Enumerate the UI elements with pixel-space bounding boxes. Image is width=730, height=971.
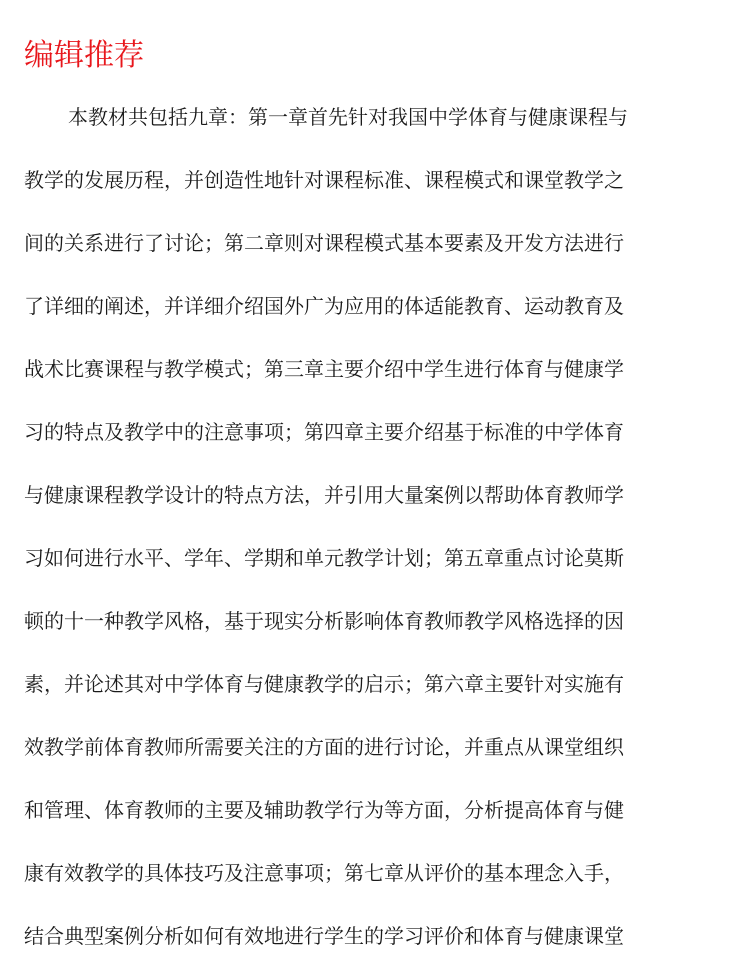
paragraph-line: 康有效教学的具体技巧及注意事项；第七章从评价的基本理念入手， bbox=[24, 861, 624, 885]
paragraph-line: 和管理、体育教师的主要及辅助教学行为等方面，分析提高体育与健 bbox=[24, 798, 624, 822]
paragraph-line: 结合典型案例分析如何有效地进行学生的学习评价和体育与健康课堂 bbox=[24, 924, 624, 948]
paragraph-line: 素，并论述其对中学体育与健康教学的启示；第六章主要针对实施有 bbox=[24, 672, 624, 696]
paragraph-line: 效教学前体育教师所需要关注的方面的进行讨论，并重点从课堂组织 bbox=[24, 735, 624, 759]
paragraph-line: 间的关系进行了讨论；第二章则对课程模式基本要素及开发方法进行 bbox=[24, 231, 624, 255]
section-title: 编辑推荐 bbox=[24, 38, 144, 73]
paragraph-line: 顿的十一种教学风格，基于现实分析影响体育教师教学风格选择的因 bbox=[24, 609, 624, 633]
body-paragraph bbox=[24, 94, 706, 971]
paragraph-line: 教学的发展历程，并创造性地针对课程标准、课程模式和课堂教学之 bbox=[24, 168, 624, 192]
paragraph-line: 本教材共包括九章：第一章首先针对我国中学体育与健康课程与 bbox=[68, 105, 628, 129]
paragraph-line: 习的特点及教学中的注意事项；第四章主要介绍基于标准的中学体育 bbox=[24, 420, 624, 444]
paragraph-line: 了详细的阐述，并详细介绍国外广为应用的体适能教育、运动教育及 bbox=[24, 294, 624, 318]
paragraph-line: 战术比赛课程与教学模式；第三章主要介绍中学生进行体育与健康学 bbox=[24, 357, 624, 381]
paragraph-line: 与健康课程教学设计的特点方法，并引用大量案例以帮助体育教师学 bbox=[24, 483, 624, 507]
paragraph-line: 习如何进行水平、学年、学期和单元教学计划；第五章重点讨论莫斯 bbox=[24, 546, 624, 570]
